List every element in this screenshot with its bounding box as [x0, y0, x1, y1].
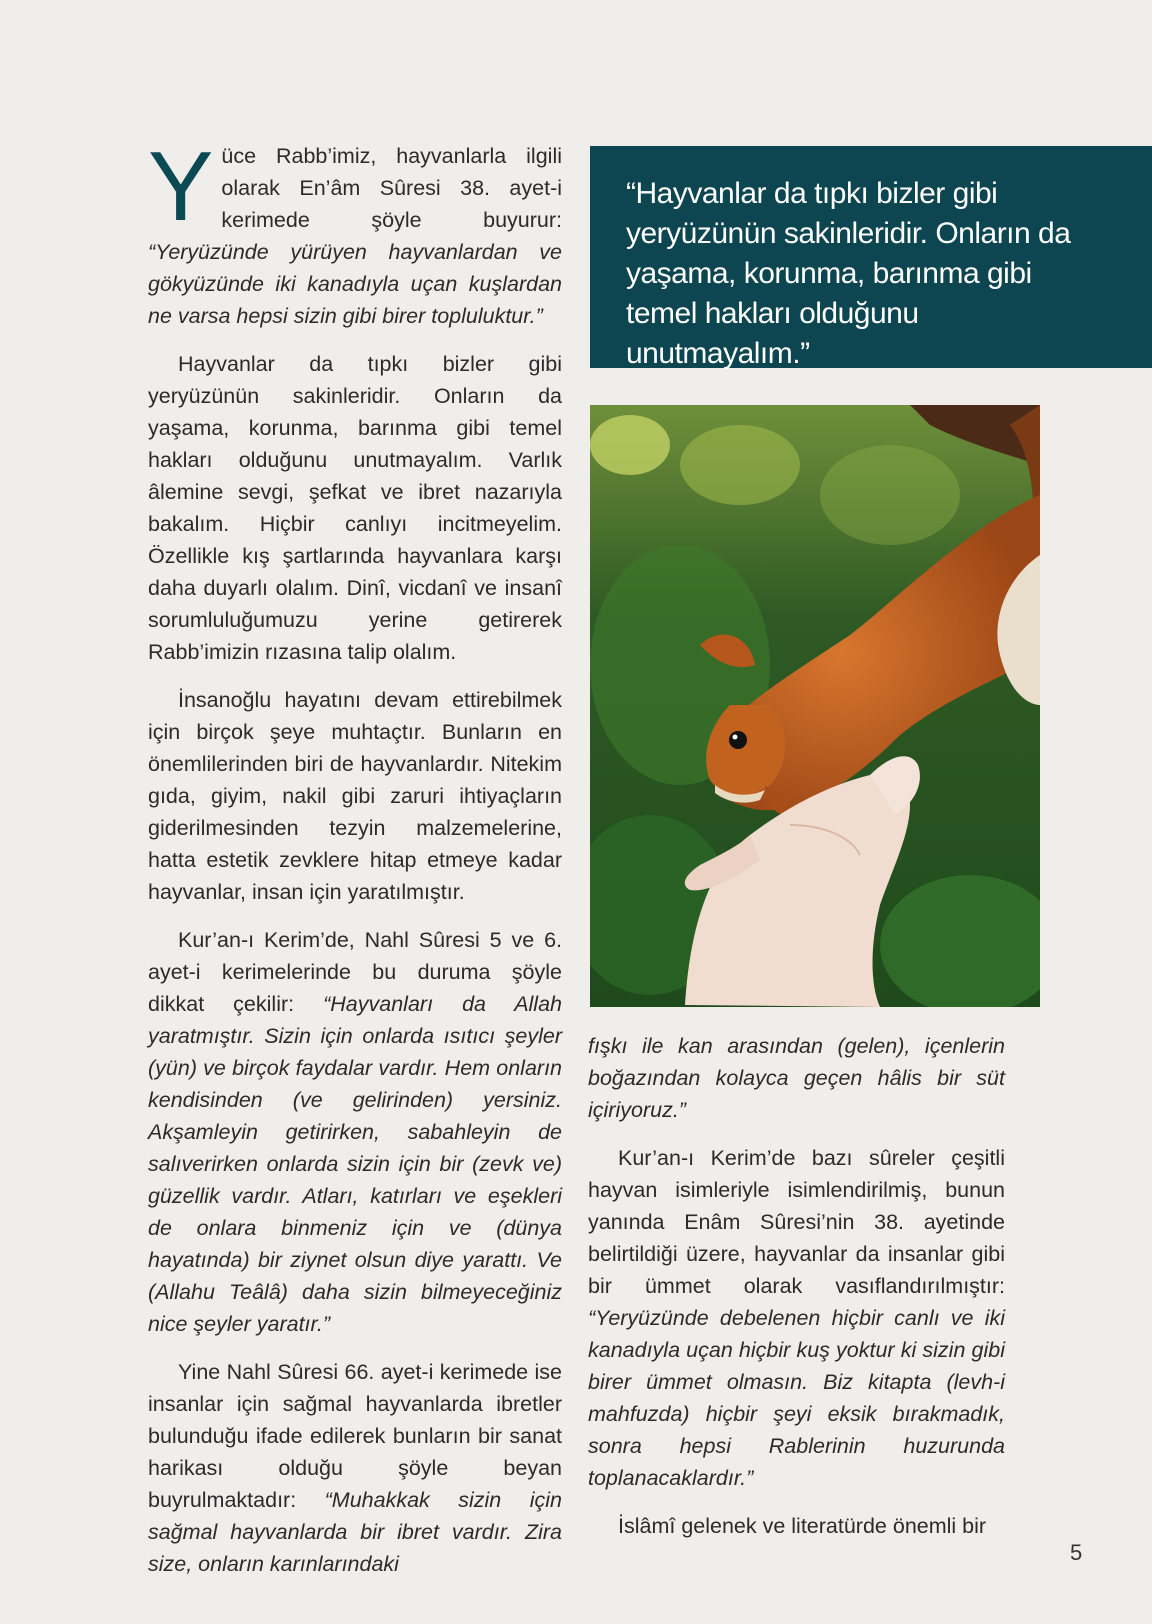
paragraph-3: İnsanoğlu hayatını devam ettirebilmek için birçok şeye muhtaçtır. Bunların en önemlilerinden biri de hayvanlardır. Nitekim gıda, giyim, nakil gibi zaruri ihtiyaçların giderilmesinden tezyin malzemelerine, hatta estetik zevklere hitap etmeye kadar hayvanlar, insan için yaratılmıştır.	[148, 688, 562, 904]
paragraph-4-quote: “Hayvanları da Allah yaratmıştır. Sizin için onlarda ısıtıcı şeyler (yün) ve birçok faydalar vardır. Hem onların kendisinden (ve gelirinden) yersiniz. Akşamleyin getirirken, sabahleyin de salıverirken onlarda sizin için bir (zevk ve) güzellik vardır. Atları, katırları ve eşekleri de onlara binmeniz için ve (dünya hayatında) bir ziynet olsun diye yarattı. Ve (Allahu Teâlâ) daha sizin bilmeyeceğiniz nice şeyler yaratır.”	[148, 992, 562, 1336]
paragraph-2: Hayvanlar da tıpkı bizler gibi yeryüzünün sakinleridir. Onların da yaşama, korunma, barınma gibi temel hakları olduğunu unutmayalım. Varlık âlemine sevgi, şefkat ve ibret nazarıyla bakalım. Hiçbir canlıyı incitmeyelim. Özellikle kış şartlarında hayvanlara karşı daha duyarlı olalım. Dinî, vicdanî ve insanî sorumluluğumuzu yerine getirerek Rabb’imizin rızasına talip olalım.	[148, 352, 562, 664]
paragraph-5-text: Yine Nahl Sûresi 66. ayet-i kerimede ise insanlar için sağmal hayvanlarda ibretler bulunduğu ifade edilerek bunların bir sanat harikası olduğu şöyle beyan buyrulmaktadır:	[148, 1360, 562, 1512]
paragraph-5-quote: “Muhakkak sizin için sağmal hayvanlarda bir ibret vardır. Zira size, onların karınlarındaki	[148, 1488, 562, 1576]
intro-text: üce Rabb’imiz, hayvanlarla ilgili olarak En’âm Sûresi 38. ayet-i kerimede şöyle buyurur:	[221, 144, 562, 232]
paragraph-4	[148, 924, 562, 1340]
intro-paragraph	[148, 131, 562, 332]
right-column	[588, 1030, 1005, 1558]
left-column	[148, 131, 562, 1596]
paragraph-6-quote: “Yeryüzünde debelenen hiçbir canlı ve iki kanadıyla uçan hiçbir kuş yoktur ki sizin gibi birer ümmet olmasın. Biz kitapta (levh-i mahfuzda) hiçbir şeyi eksik bırakmadık, sonra hepsi Rablerinin huzurunda toplanacaklardır.”	[588, 1306, 1005, 1490]
drop-cap: Y	[148, 131, 214, 241]
paragraph-7: İslâmî gelenek ve literatürde önemli bir	[618, 1514, 987, 1538]
paragraph-6-text: Kur’an-ı Kerim’de bazı sûreler çeşitli hayvan isimleriyle isimlendirilmiş, bunun yanında Enâm Sûresi’nin 38. ayetinde belirtildiği üzere, hayvanlar da insanlar gibi bir ümmet olarak vasıflandırılmıştır:	[588, 1146, 1005, 1298]
pull-quote-box	[590, 146, 1152, 368]
paragraph-5-continued	[588, 1030, 1005, 1126]
paragraph-6	[588, 1142, 1005, 1494]
page-number: 5	[1070, 1540, 1083, 1565]
pull-quote-text: “Hayvanlar da tıpkı bizler gibi yeryüzünün sakinleridir. Onların da yaşama, korunma, barınma gibi temel hakları olduğunu unutmayalım.”	[626, 177, 1071, 370]
squirrel-photo	[590, 405, 1040, 1007]
paragraph-5	[148, 1356, 562, 1580]
intro-quote: “Yeryüzünde yürüyen hayvanlardan ve gökyüzünde iki kanadıyla uçan kuşlardan ne varsa hepsi sizin gibi birer topluluktur.”	[148, 240, 562, 328]
paragraph-4-text: Kur’an-ı Kerim’de, Nahl Sûresi 5 ve 6. ayet-i kerimelerinde bu duruma şöyle dikkat çekilir:	[148, 928, 562, 1016]
paragraph-5-continued-quote: fışkı ile kan arasından (gelen), içenlerin boğazından kolayca geçen hâlis bir süt içiriyoruz.”	[588, 1034, 1005, 1122]
